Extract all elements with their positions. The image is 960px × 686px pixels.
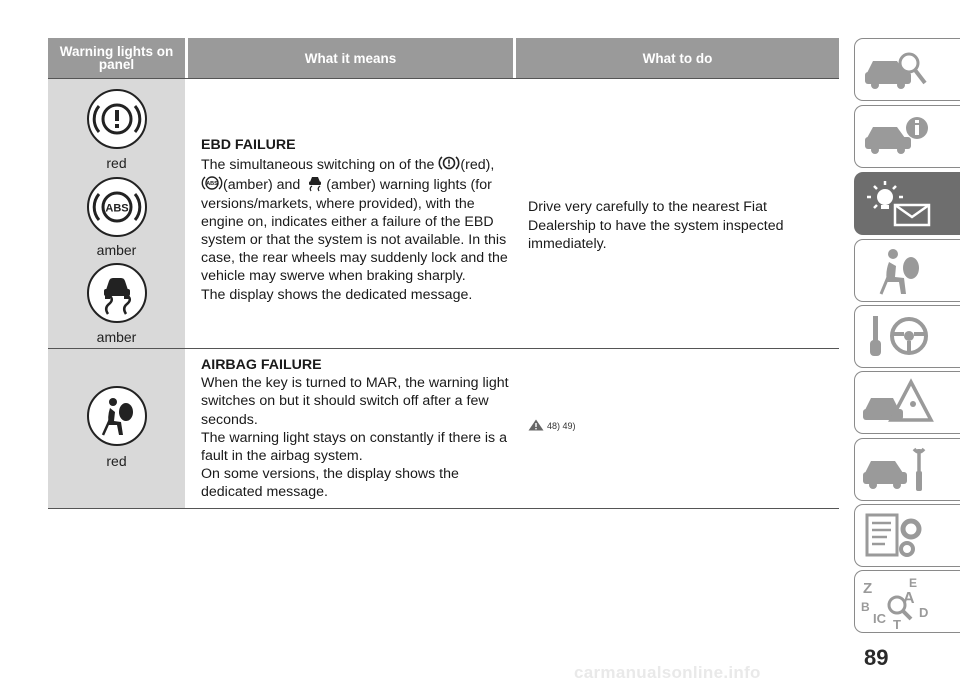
skid-inline-icon <box>304 174 326 192</box>
specs-gears-icon <box>859 507 939 565</box>
color-label: amber <box>96 329 137 345</box>
car-tools-icon <box>859 441 939 499</box>
tab-safety[interactable] <box>854 239 960 302</box>
svg-text:ABS: ABS <box>206 181 218 188</box>
tab-car-info[interactable] <box>854 38 960 101</box>
table-header <box>48 38 839 78</box>
tab-emergency[interactable] <box>854 371 960 434</box>
header-warning-lights: Warning lights on panel <box>48 38 185 78</box>
svg-text:Z: Z <box>863 580 873 597</box>
tab-warning-lights[interactable] <box>854 172 960 235</box>
ebd-failure-description <box>201 136 511 304</box>
svg-text:D: D <box>919 605 929 620</box>
skid-control-icon <box>86 262 148 324</box>
car-i-icon <box>859 108 939 166</box>
header-what-to-do: What to do <box>516 38 839 78</box>
abs-inline-icon <box>201 174 223 192</box>
warning-triangle-icon <box>528 419 544 431</box>
svg-text:A: A <box>903 590 915 607</box>
ebd-failure-title: EBD FAILURE <box>201 137 296 153</box>
reference-numbers: 48) 49) <box>547 421 576 431</box>
key-steering-icon <box>859 308 939 366</box>
svg-text:B: B <box>861 600 870 614</box>
abs-warning-icon <box>86 176 148 238</box>
color-label: amber <box>96 242 137 258</box>
ebd-failure-text: The simultaneous switching on of the (red), ABS (amber) and (amber) warning lights (for versions/markets, where provided), with the engine on, indicates either a failure of the EBD system or that the system is not available. In this case, the rear wheels may suddenly lock and the vehicle may swerve when braking sharply. The display shows the dedicated message. <box>201 154 511 304</box>
page-number: 89 <box>864 645 889 670</box>
airbag-failure-description <box>201 356 511 502</box>
header-what-it-means: What it means <box>188 38 513 78</box>
warning-references <box>528 419 576 431</box>
watermark: carmanualsonline.info <box>574 663 761 682</box>
tab-index[interactable] <box>854 570 960 633</box>
ebd-what-to-do: Drive very carefully to the nearest Fiat Dealership to have the system inspected immediately. <box>528 199 784 253</box>
airbag-seat-icon <box>859 242 939 300</box>
car-info-icon <box>859 41 939 99</box>
svg-text:E: E <box>909 576 918 590</box>
tab-technical-specs[interactable] <box>854 504 960 567</box>
brake-inline-icon <box>438 154 460 172</box>
airbag-text-1: When the key is turned to MAR, the warning light switches on but it should switch off after a few seconds. <box>201 375 509 428</box>
color-label: red <box>106 453 127 469</box>
airbag-text-3: On some versions, the display shows the dedicated message. <box>201 466 459 501</box>
tab-car-information[interactable] <box>854 105 960 168</box>
brake-warning-icon <box>86 88 148 150</box>
warning-lights-icon <box>859 175 939 233</box>
index-icon <box>859 573 939 631</box>
car-warning-icon <box>859 374 939 432</box>
airbag-failure-title: AIRBAG FAILURE <box>201 357 322 373</box>
tab-servicing[interactable] <box>854 438 960 501</box>
table-bottom-rule <box>48 508 839 509</box>
svg-text:T: T <box>893 617 901 631</box>
svg-text:ABS: ABS <box>105 202 129 215</box>
svg-text:IC: IC <box>873 611 886 626</box>
color-label: red <box>106 155 127 171</box>
airbag-warning-icon <box>86 385 148 447</box>
tab-starting-driving[interactable] <box>854 305 960 368</box>
airbag-text-2: The warning light stays on constantly if there is a fault in the airbag system. <box>201 429 507 465</box>
